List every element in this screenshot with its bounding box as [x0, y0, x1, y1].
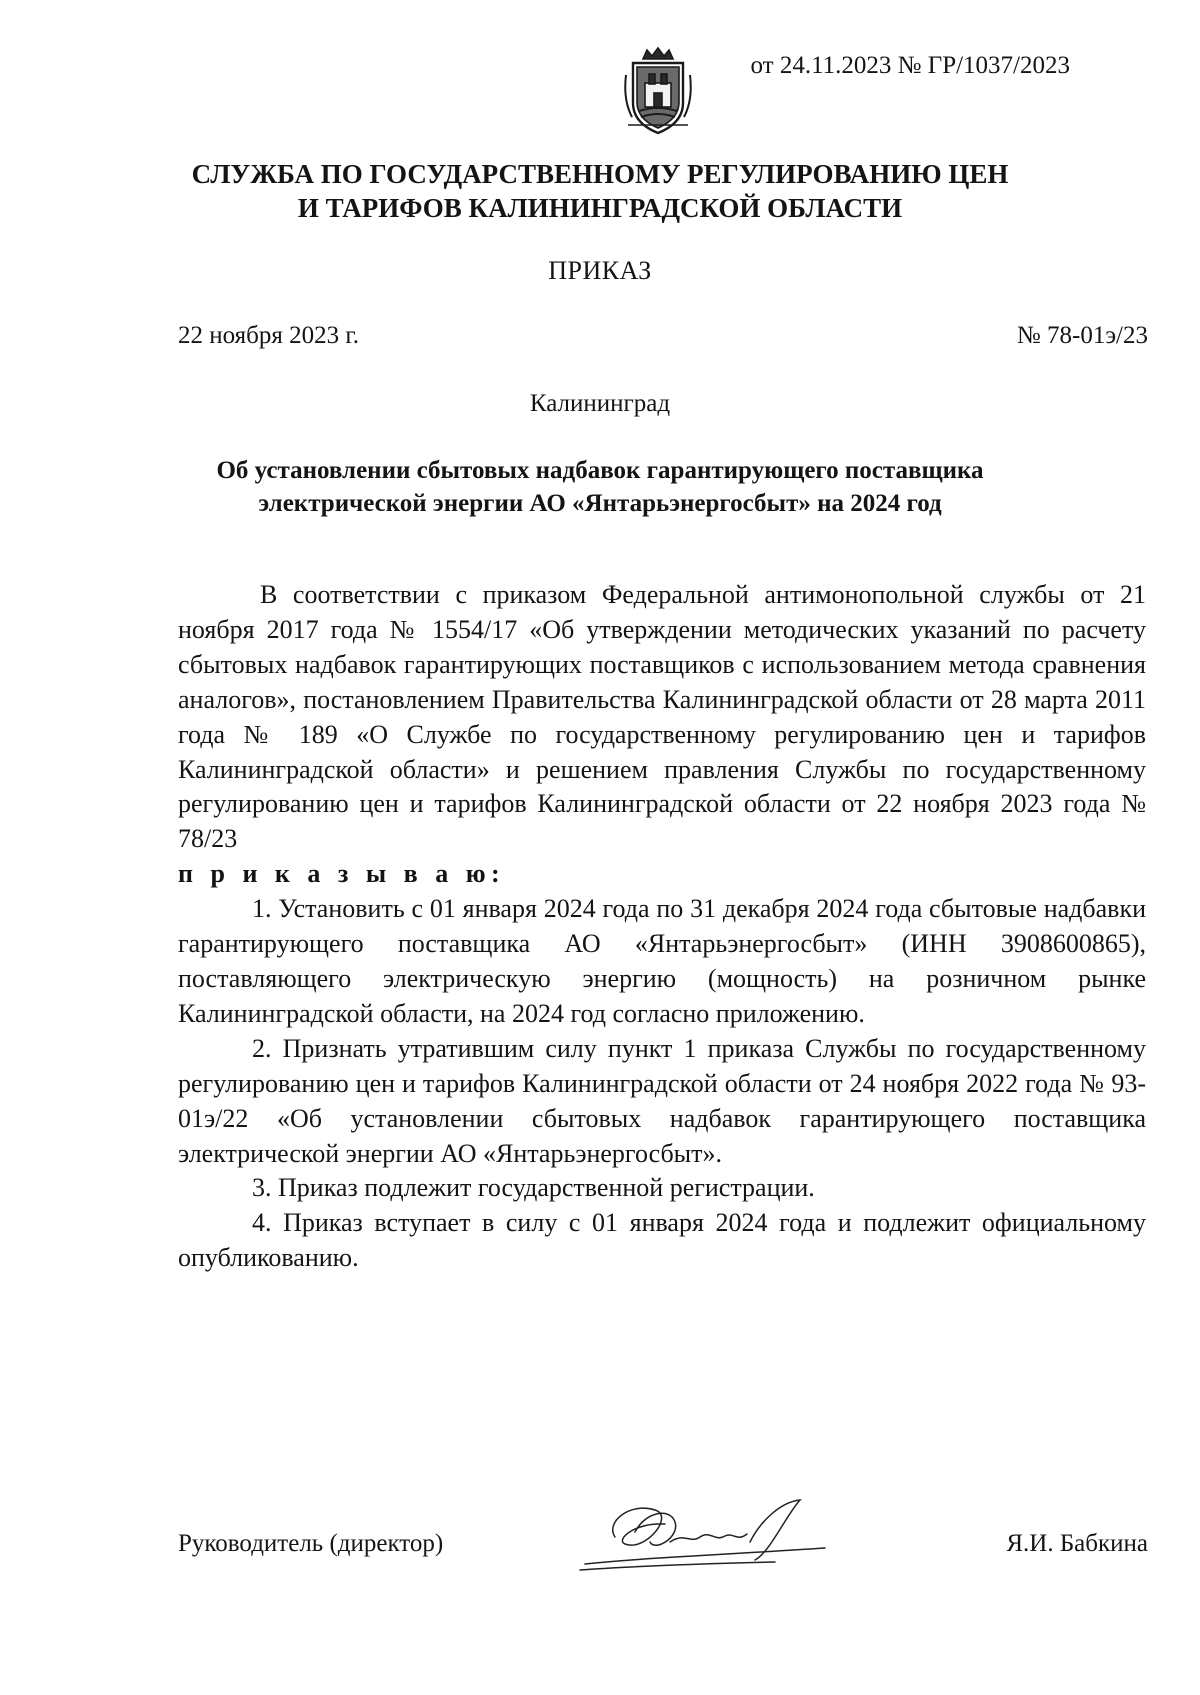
- organization-title-line-2: И ТАРИФОВ КАЛИНИНГРАДСКОЙ ОБЛАСТИ: [297, 193, 903, 223]
- preamble-paragraph: В соответствии с приказом Федеральной антимонопольной службы от 21 ноября 2017 года № 1554/17 «Об утверждении методических указаний по расчету сбытовых надбавок гарантирующих поставщиков с использованием метода сравнения аналогов», постановлением Правительства Калининградской области от 28 марта 2011 года № 189 «О Службе по государственному регулированию цен и тарифов Калининградской области» и решением правления Службы по государственному регулированию цен и тарифов Калининградской области от 22 ноября 2023 года № 78/23: [178, 580, 1146, 854]
- document-type: ПРИКАЗ: [548, 256, 652, 285]
- order-item-2: 2. Признать утратившим силу пункт 1 приказа Службы по государственному регулированию цен и тарифов Калининградской области от 24 ноября 2022 года № 93-01э/22 «Об установлении сбытовых надбавок гарантирующего поставщика электрической энергии АО «Янтарьэнергосбыт».: [178, 1033, 1146, 1168]
- signature-block: [178, 1530, 1148, 1558]
- signer-position: Руководитель (директор): [178, 1530, 444, 1557]
- order-date: 22 ноября 2023 г.: [178, 322, 360, 349]
- order-item-4: 4. Приказ вступает в силу с 01 января 2024 года и подлежит официальному опубликованию.: [178, 1208, 1146, 1273]
- registration-number: от 24.11.2023 № ГР/1037/2023: [750, 52, 1070, 79]
- order-subject: [0, 454, 1200, 520]
- signer-name: Я.И. Бабкина: [1006, 1530, 1148, 1557]
- order-subject-line-1: Об установлении сбытовых надбавок гарантирующего поставщика: [216, 457, 984, 484]
- order-body: [178, 578, 1146, 1276]
- order-item-1: 1. Установить с 01 января 2024 года по 31 декабря 2024 года сбытовые надбавки гарантирующего поставщика АО «Янтарьэнергосбыт» (ИНН 3908600865), поставляющего электрическую энергию (мощность) на розничном рынке Калининградской области, на 2024 год согласно приложению.: [178, 894, 1146, 1028]
- order-item-3: 3. Приказ подлежит государственной регистрации.: [252, 1173, 815, 1203]
- order-word: [178, 857, 1146, 892]
- date-number-line: [178, 322, 1148, 350]
- order-number: № 78-01э/23: [1016, 322, 1148, 349]
- organization-title: [0, 157, 1200, 225]
- order-subject-line-2: электрической энергии АО «Янтарьэнергосбыт» на 2024 год: [258, 490, 942, 517]
- coat-of-arms-emblem: [623, 45, 693, 140]
- city: Калининград: [529, 390, 671, 417]
- organization-title-line-1: СЛУЖБА ПО ГОСУДАРСТВЕННОМУ РЕГУЛИРОВАНИЮ ЦЕН: [191, 159, 1009, 189]
- order-word-text: п р и к а з ы в а ю:: [178, 859, 506, 889]
